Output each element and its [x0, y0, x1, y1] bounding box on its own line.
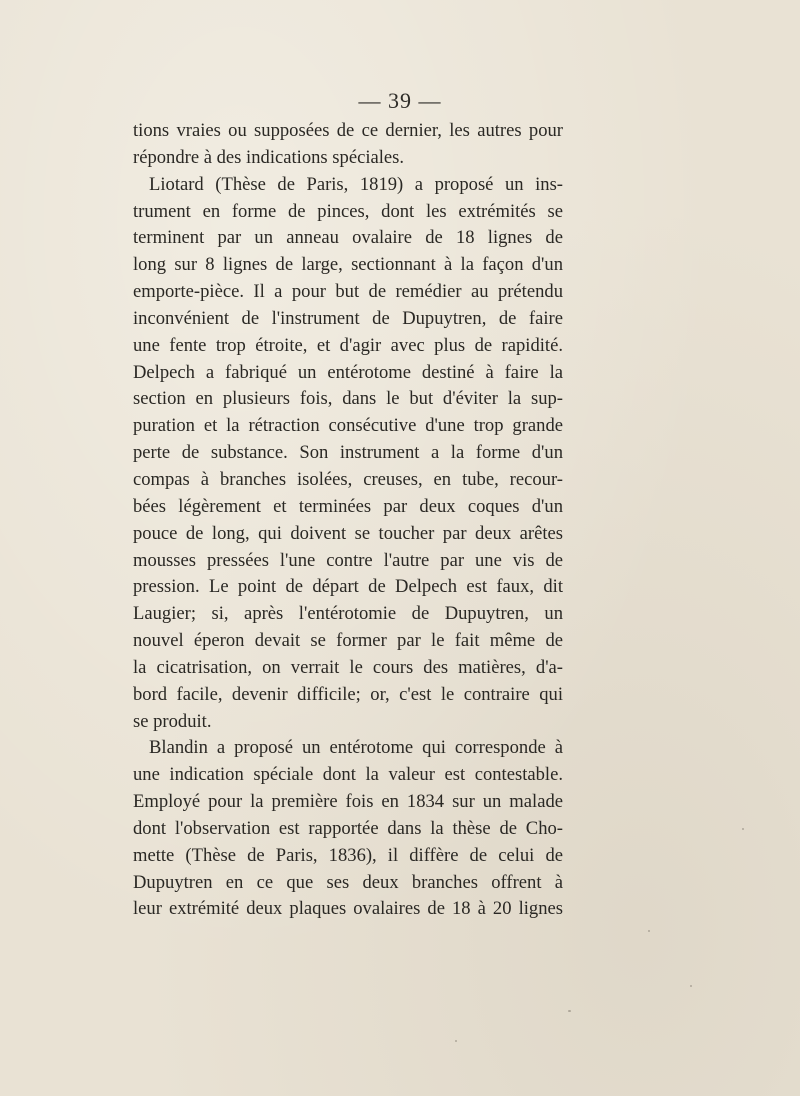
page-number: — 39 — — [358, 88, 442, 113]
text-line: compas à branches isolées, creuses, en tube, recour- — [133, 468, 563, 490]
text-line: une indication spéciale dont la valeur est contestable. — [133, 764, 563, 786]
text-line: puration et la rétraction consécutive d'une trop grande — [133, 415, 563, 437]
text-line: terminent par un anneau ovalaire de 18 lignes de — [133, 227, 563, 249]
text-line: mousses pressées l'une contre l'autre par une vis de — [133, 549, 563, 571]
paper-speck — [742, 828, 744, 830]
body-text — [133, 118, 563, 923]
text-line: trument en forme de pinces, dont les extrémités se — [133, 200, 563, 222]
text-line: perte de substance. Son instrument a la forme d'un — [133, 442, 563, 464]
paper-speck — [568, 1010, 571, 1012]
text-line: Employé pour la première fois en 1834 sur un malade — [133, 791, 563, 813]
text-line: Laugier; si, après l'entérotomie de Dupuytren, un — [133, 603, 563, 625]
text-line: une fente trop étroite, et d'agir avec plus de rapidité. — [133, 334, 563, 356]
text-line: bord facile, devenir difficile; or, c'est le contraire qui — [133, 683, 563, 705]
text-line: Delpech a fabriqué un entérotome destiné à faire la — [133, 361, 563, 383]
text-line: section en plusieurs fois, dans le but d'éviter la sup- — [133, 388, 563, 410]
text-line: répondre à des indications spéciales. — [133, 146, 405, 168]
text-line: la cicatrisation, on verrait le cours des matières, d'a- — [133, 656, 563, 678]
text-line: emporte-pièce. Il a pour but de remédier au prétendu — [133, 281, 563, 303]
text-line: mette (Thèse de Paris, 1836), il diffère de celui de — [133, 844, 563, 866]
text-line: dont l'observation est rapportée dans la thèse de Cho- — [133, 817, 563, 839]
text-line: pression. Le point de départ de Delpech est faux, dit — [133, 576, 563, 598]
paper-speck — [648, 930, 650, 932]
text-line: tions vraies ou supposées de ce dernier, les autres pour — [133, 120, 563, 141]
text-line: leur extrémité deux plaques ovalaires de 18 à 20 lignes — [133, 898, 563, 920]
text-line: Dupuytren en ce que ses deux branches offrent à — [133, 871, 563, 893]
text-line: inconvénient de l'instrument de Dupuytren, de faire — [133, 307, 563, 329]
text-line: se produit. — [133, 710, 212, 732]
text-line: Liotard (Thèse de Paris, 1819) a proposé un ins- — [149, 173, 563, 195]
text-line: long sur 8 lignes de large, sectionnant à la façon d'un — [133, 254, 563, 276]
text-line: pouce de long, qui doivent se toucher par deux arêtes — [133, 522, 563, 544]
text-line: nouvel éperon devait se former par le fait même de — [133, 630, 563, 652]
paper-speck — [455, 1040, 457, 1042]
paper-speck — [690, 985, 692, 987]
text-line: Blandin a proposé un entérotome qui corresponde à — [149, 737, 563, 759]
text-line: bées légèrement et terminées par deux coques d'un — [133, 495, 563, 517]
